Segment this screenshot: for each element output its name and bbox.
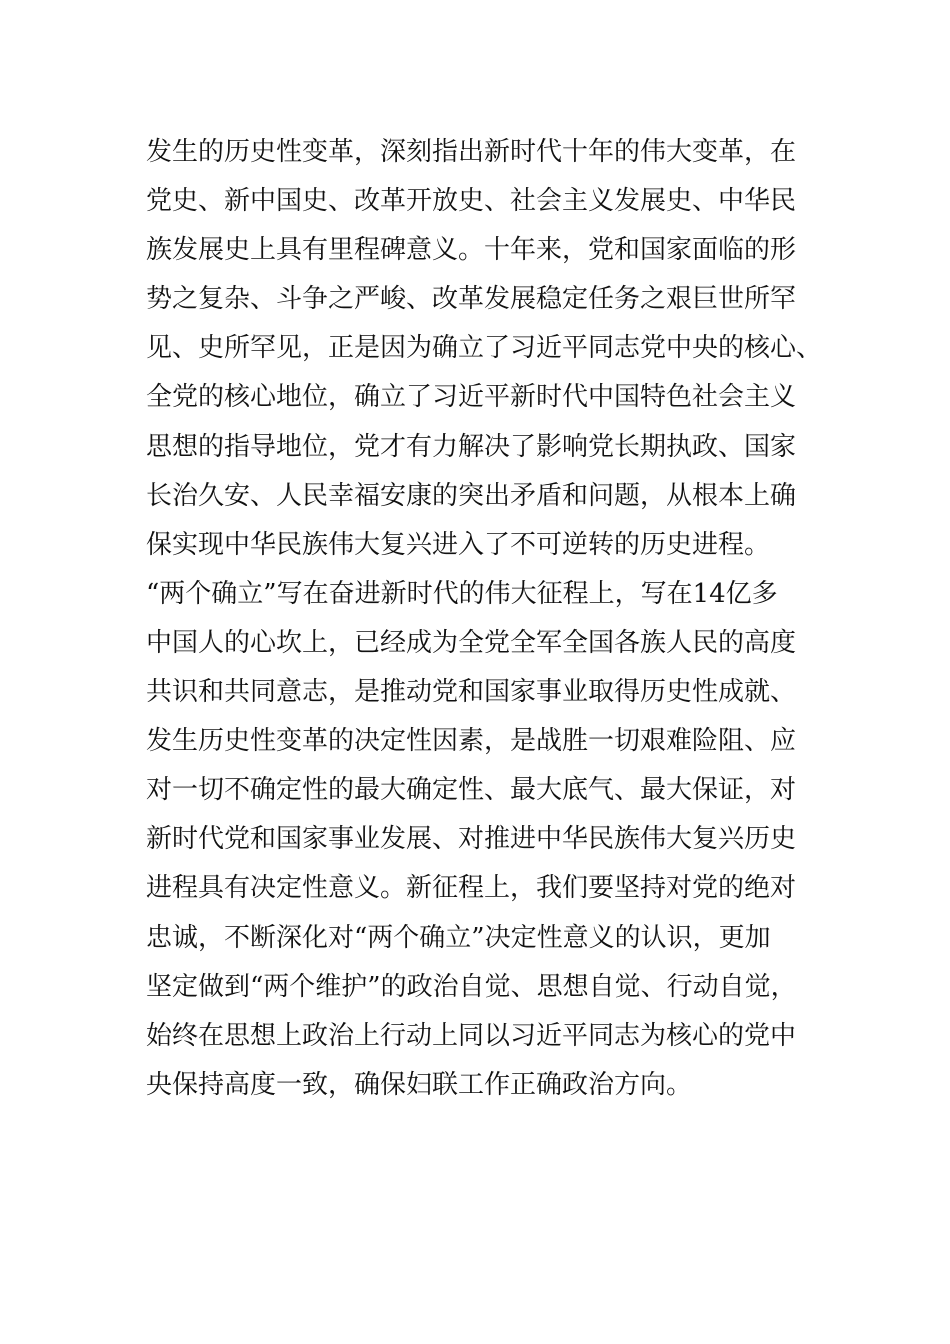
text-line: 长治久安、人民幸福安康的突出矛盾和问题，从根本上确 bbox=[146, 480, 797, 511]
text-line: 共识和共同意志，是推动党和国家事业取得历史性成就、 bbox=[146, 677, 797, 708]
text-line: 发生历史性变革的决定性因素，是战胜一切艰难险阻、应 bbox=[146, 726, 797, 757]
text-line: 发生的历史性变革，深刻指出新时代十年的伟大变革，在 bbox=[146, 137, 797, 167]
text-line: 新时代党和国家事业发展、对推进中华民族伟大复兴历史 bbox=[146, 824, 797, 855]
text-line: 始终在思想上政治上行动上同以习近平同志为核心的党中 bbox=[146, 1020, 797, 1051]
text-line: 全党的核心地位，确立了习近平新时代中国特色社会主义 bbox=[146, 382, 797, 413]
text-line: 保实现中华民族伟大复兴进入了不可逆转的历史进程。 bbox=[146, 529, 771, 560]
text-line: 中国人的心坎上，已经成为全党全军全国各族人民的高度 bbox=[146, 627, 797, 658]
text-line: 忠诚，不断深化对“两个确立”决定性意义的认识，更加 bbox=[146, 922, 771, 953]
text-line: 势之复杂、斗争之严峻、改革发展稳定任务之艰巨世所罕 bbox=[146, 284, 797, 315]
text-line: 党史、新中国史、改革开放史、社会主义发展史、中华民 bbox=[146, 186, 797, 217]
text-line: 族发展史上具有里程碑意义。十年来，党和国家面临的形 bbox=[146, 235, 797, 266]
text-line: 进程具有决定性意义。新征程上，我们要坚持对党的绝对 bbox=[146, 873, 797, 904]
text-line: 见、史所罕见，正是因为确立了习近平同志党中央的核心、 bbox=[146, 333, 823, 364]
text-line: “两个确立”写在奋进新时代的伟大征程上，写在14亿多 bbox=[146, 578, 778, 609]
text-line: 对一切不确定性的最大确定性、最大底气、最大保证，对 bbox=[146, 775, 797, 806]
body-text bbox=[146, 128, 823, 1110]
text-line: 坚定做到“两个维护”的政治自觉、思想自觉、行动自觉， bbox=[146, 971, 797, 1002]
text-line: 思想的指导地位，党才有力解决了影响党长期执政、国家 bbox=[146, 431, 797, 462]
text-line: 央保持高度一致，确保妇联工作正确政治方向。 bbox=[146, 1069, 693, 1100]
